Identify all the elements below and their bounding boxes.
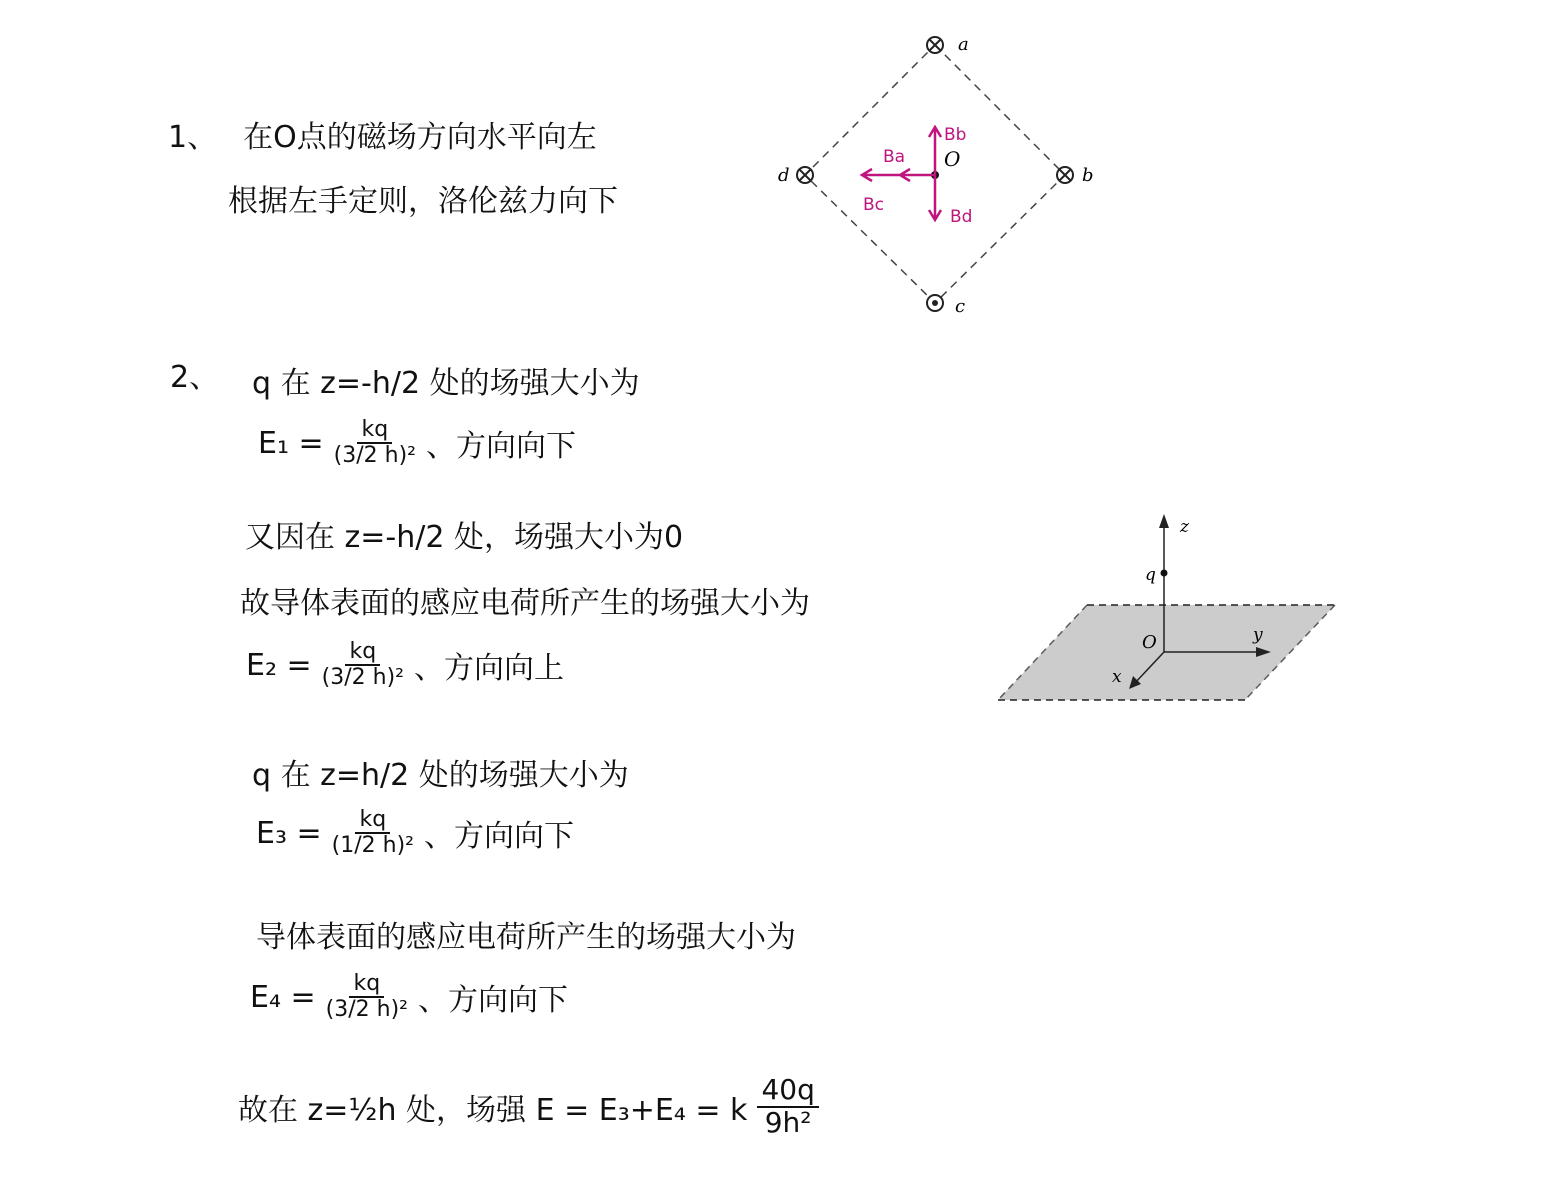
equation-E4: [250, 972, 568, 1022]
equation-E3: [256, 808, 574, 858]
E4-lhs: E₄ =: [250, 979, 316, 1015]
wire-d-into-page-icon: [797, 167, 813, 183]
E3-lhs: E₃ =: [256, 815, 322, 851]
q1-line1: [168, 112, 597, 156]
label-O: O: [944, 147, 961, 171]
q1-number: 1、: [168, 120, 218, 155]
q2-number: 2、: [170, 360, 220, 395]
E2-fraction: [322, 640, 404, 690]
label-O: O: [1142, 632, 1157, 653]
final-num: 40q: [757, 1075, 818, 1108]
q1-line2: 根据左手定则，洛伦兹力向下: [228, 184, 618, 219]
E1-direction: 、方向向下: [425, 429, 576, 465]
vector-label-Ba: Ba: [883, 147, 906, 167]
E1-lhs: E₁ =: [258, 425, 324, 461]
wire-c-out-of-page-icon: [927, 295, 943, 311]
E3-num: kq: [355, 808, 390, 834]
E2-num: kq: [345, 640, 380, 666]
q2-line1: q 在 z=-h/2 处的场强大小为: [252, 366, 640, 401]
E4-den: (3/2 h)²: [325, 997, 408, 1023]
vector-label-Bd: Bd: [950, 207, 973, 227]
equation-E1: [258, 418, 576, 468]
magnetic-field-diagram: [770, 30, 1110, 320]
E3-den: (1/2 h)²: [331, 833, 414, 859]
arrow-up-Bb: [929, 127, 941, 175]
wire-a-into-page-icon: [927, 37, 943, 53]
label-a: a: [958, 34, 969, 55]
final-fraction: [757, 1075, 818, 1139]
vector-label-Bc: Bc: [863, 195, 885, 215]
E4-fraction: [326, 972, 408, 1022]
label-d: d: [778, 165, 790, 186]
arrow-down-Bd: [929, 175, 941, 220]
charge-q: [1161, 570, 1168, 577]
E1-fraction: [334, 418, 416, 468]
label-c: c: [955, 296, 966, 317]
wire-b-into-page-icon: [1057, 167, 1073, 183]
E2-direction: 、方向向上: [413, 651, 564, 687]
equation-E2: [246, 640, 564, 690]
q2-line5: 导体表面的感应电荷所产生的场强大小为: [256, 920, 796, 955]
E3-fraction: [332, 808, 414, 858]
q1-text1: 在O点的磁场方向水平向左: [243, 120, 597, 155]
E4-direction: 、方向向下: [417, 983, 568, 1019]
arrow-left-Ba-Bc: [862, 169, 935, 181]
E1-num: kq: [357, 418, 392, 444]
final-den: 9h²: [764, 1105, 812, 1139]
conductor-plane-diagram: [990, 500, 1350, 710]
q2-line4: q 在 z=h/2 处的场强大小为: [252, 758, 629, 793]
label-b: b: [1082, 165, 1094, 186]
vector-label-Bb: Bb: [944, 125, 967, 145]
E1-den: (3/2 h)²: [333, 443, 416, 469]
E2-den: (3/2 h)²: [321, 665, 404, 691]
label-z: z: [1180, 517, 1189, 537]
final-equation: [238, 1075, 823, 1139]
E3-direction: 、方向向下: [423, 819, 574, 855]
label-x: x: [1112, 667, 1122, 687]
E4-num: kq: [349, 972, 384, 998]
q2-line3: 故导体表面的感应电荷所产生的场强大小为: [240, 586, 810, 621]
final-text: 故在 z=½h 处，场强 E = E₃+E₄ = k: [238, 1092, 748, 1128]
E2-lhs: E₂ =: [246, 647, 312, 683]
q2-line2: 又因在 z=-h/2 处，场强大小为0: [245, 520, 684, 555]
label-q: q: [1145, 565, 1156, 585]
label-y: y: [1253, 625, 1263, 645]
